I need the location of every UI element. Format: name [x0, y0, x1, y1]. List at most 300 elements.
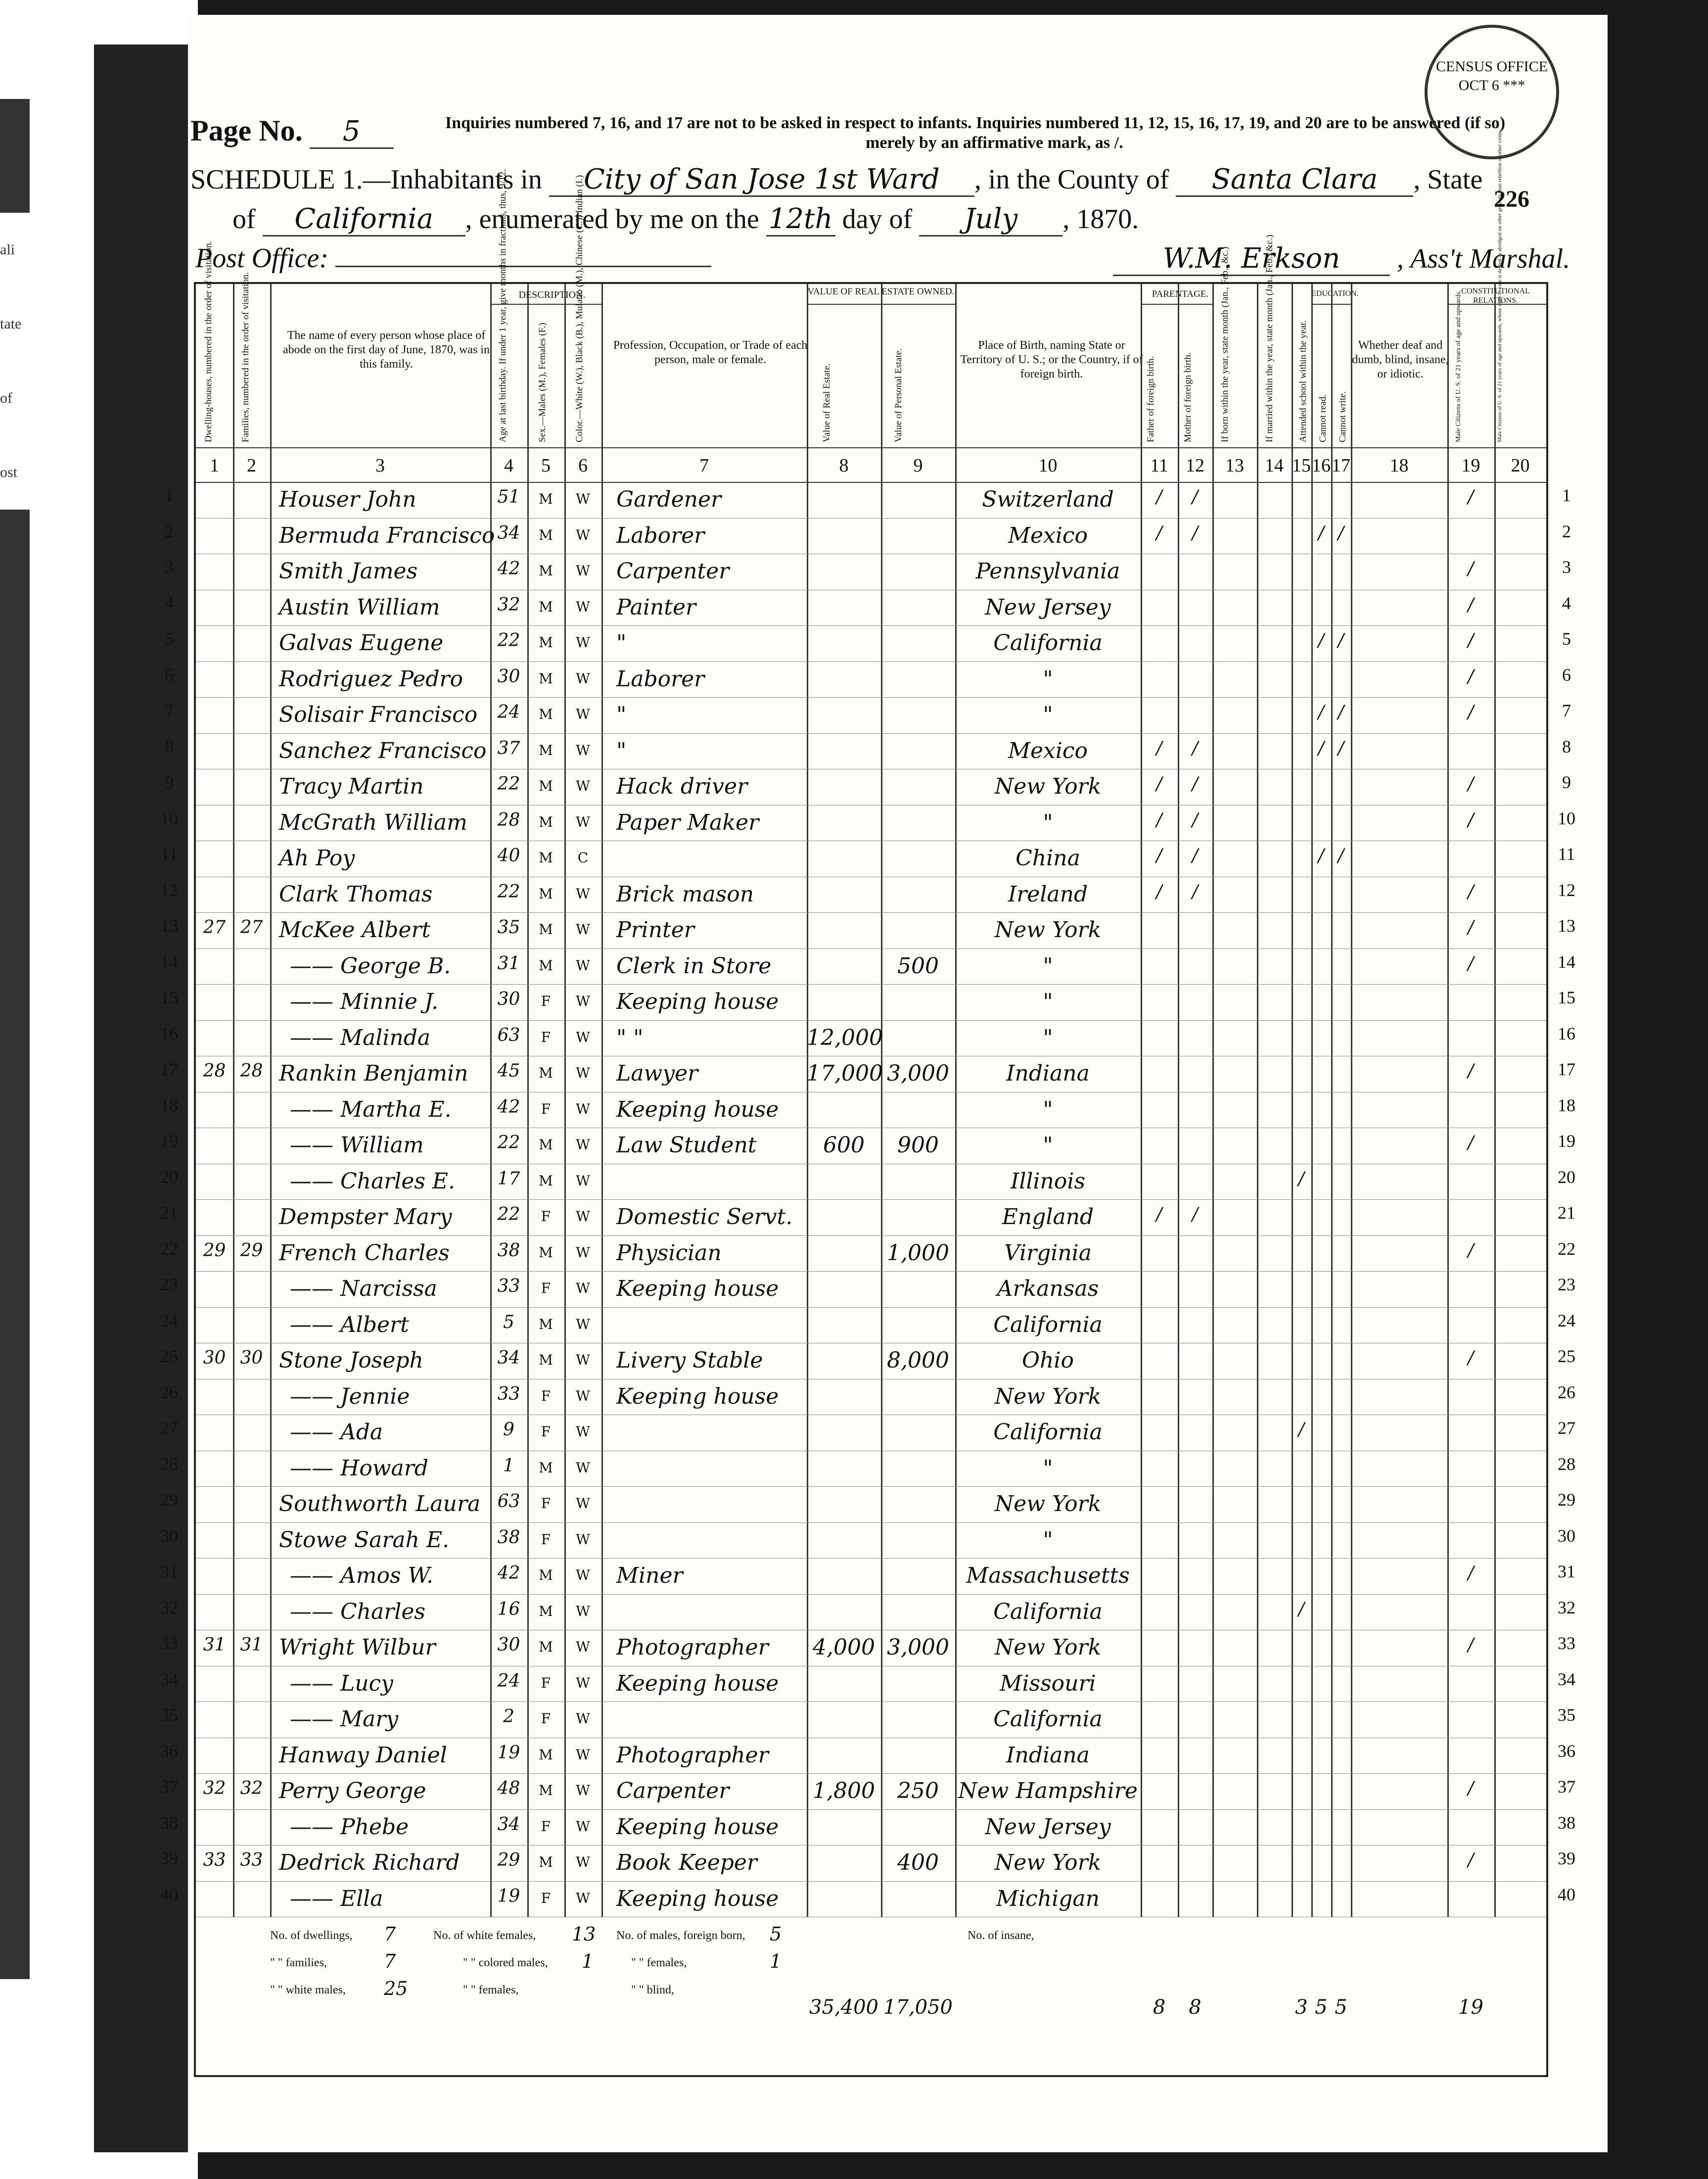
age-value: 45: [497, 1061, 520, 1081]
column-number: 9: [913, 455, 923, 476]
row-number-left: 15: [160, 988, 178, 1007]
row-number-right: 28: [1558, 1454, 1575, 1474]
person-name: Bermuda Francisco: [279, 522, 495, 548]
age-value: 28: [497, 809, 520, 830]
family-number: 31: [240, 1635, 263, 1655]
person-name: —— Amos W.: [290, 1563, 434, 1588]
column-rule: [1494, 284, 1496, 1917]
row-number-left: 27: [160, 1418, 178, 1438]
row-number-right: 17: [1558, 1059, 1575, 1079]
occupation-value: Law Student: [616, 1133, 757, 1158]
citizen-mark: /: [1468, 594, 1474, 615]
personal-estate-value: 8,000: [887, 1348, 949, 1373]
color-value: W: [576, 885, 590, 902]
mother-foreign-mark: /: [1192, 809, 1199, 830]
col-6-header: Color.—White (W.), Black (B.), Mulatto (M.), Chinese (C.), Indian (I.): [574, 175, 585, 442]
color-value: W: [576, 813, 590, 830]
citizen-mark: /: [1468, 917, 1474, 938]
row-number-left: 8: [165, 736, 174, 757]
sex-value: M: [539, 670, 553, 687]
mother-foreign-mark: /: [1192, 738, 1199, 758]
row-rule: [196, 1594, 1546, 1595]
dwelling-number: 32: [203, 1778, 226, 1799]
row-rule: [196, 1558, 1546, 1559]
col-3-header: The name of every person whose place of abode on the first day of June, 1870, was in this family.: [283, 329, 490, 371]
row-number-right: 25: [1558, 1346, 1575, 1366]
color-value: W: [576, 1100, 590, 1117]
dwelling-number: 30: [203, 1348, 226, 1368]
row-rule: [196, 733, 1546, 734]
color-value: W: [576, 1890, 590, 1906]
row-number-right: 21: [1558, 1203, 1575, 1223]
color-value: W: [576, 706, 590, 722]
family-number: 30: [240, 1348, 263, 1368]
row-number-left: 21: [160, 1203, 178, 1223]
row-number-right: 24: [1558, 1310, 1575, 1330]
occupation-value: Book Keeper: [616, 1850, 757, 1875]
row-rule: [196, 948, 1546, 949]
row-number-left: 18: [160, 1095, 178, 1115]
age-value: 19: [497, 1742, 520, 1763]
row-number-left: 31: [160, 1562, 178, 1581]
total-cannot-read: 5: [1315, 1996, 1328, 2019]
age-value: 38: [497, 1527, 520, 1548]
age-value: 32: [497, 594, 520, 615]
row-number-left: 40: [160, 1884, 178, 1904]
person-name: Stone Joseph: [279, 1348, 423, 1373]
col-18-header: Whether deaf and dumb, blind, insane, or idiotic.: [1352, 339, 1449, 380]
row-number-left: 24: [160, 1310, 178, 1330]
birthplace-value: ": [1043, 1096, 1053, 1122]
row-number-right: 37: [1558, 1777, 1575, 1797]
row-rule: [196, 984, 1546, 985]
description-header: DESCRIPTION.: [518, 289, 586, 300]
birthplace-value: ": [1043, 989, 1053, 1014]
citizen-mark: /: [1468, 559, 1474, 579]
row-number-right: 5: [1562, 629, 1571, 649]
color-value: W: [576, 598, 590, 615]
father-foreign-mark: /: [1156, 774, 1162, 794]
group-header-rule: [1141, 304, 1212, 305]
row-number-right: 34: [1558, 1669, 1575, 1689]
row-number-left: 6: [165, 664, 174, 685]
family-number: 33: [240, 1850, 263, 1870]
school-mark: /: [1298, 1599, 1305, 1619]
birthplace-value: Pennsylvania: [975, 559, 1120, 584]
birthplace-value: New Jersey: [985, 1814, 1111, 1840]
families-count: 7: [384, 1950, 396, 1972]
personal-estate-value: 250: [897, 1778, 939, 1803]
age-value: 42: [497, 559, 520, 579]
birthplace-value: ": [1043, 1455, 1053, 1481]
occupation-value: Keeping house: [616, 1886, 779, 1911]
age-value: 63: [497, 1025, 520, 1045]
birthplace-value: ": [1043, 809, 1053, 835]
total-mother-foreign: 8: [1189, 1996, 1201, 2019]
father-foreign-mark: /: [1156, 1204, 1162, 1225]
row-number-left: 33: [160, 1633, 178, 1653]
occupation-value: Keeping house: [616, 1814, 779, 1840]
colored-males-label: " " colored males,: [463, 1956, 548, 1969]
age-value: 30: [497, 666, 520, 687]
adjacent-page-edge: [0, 99, 30, 1979]
marshal-label: , Ass't Marshal.: [1397, 243, 1570, 274]
sex-value: F: [541, 1029, 551, 1045]
citizen-mark: /: [1468, 1850, 1474, 1870]
mother-foreign-mark: /: [1192, 774, 1199, 794]
row-number-left: 28: [160, 1454, 178, 1474]
of-label: of: [232, 204, 256, 235]
header-rule: [196, 482, 1546, 483]
real-estate-value: 17,000: [807, 1061, 883, 1086]
row-number-right: 7: [1562, 701, 1571, 720]
white-females-count: 13: [572, 1923, 596, 1945]
sex-value: M: [539, 563, 553, 579]
families-label: " " families,: [270, 1956, 327, 1969]
person-name: —— Ella: [290, 1886, 383, 1911]
row-number-right: 35: [1558, 1705, 1575, 1725]
column-rule: [270, 284, 272, 1917]
row-number-left: 9: [165, 772, 174, 792]
col-11-header: Father of foreign birth.: [1146, 356, 1156, 442]
column-number: 11: [1150, 455, 1168, 476]
citizen-mark: /: [1468, 1635, 1474, 1655]
row-number-right: 4: [1562, 593, 1571, 613]
color-value: W: [576, 1137, 590, 1153]
sex-value: F: [541, 1100, 551, 1117]
birthplace-value: California: [993, 1706, 1103, 1732]
person-name: Solisair Francisco: [279, 702, 478, 727]
age-value: 22: [497, 774, 520, 794]
citizen-mark: /: [1468, 1778, 1474, 1799]
person-name: Sanchez Francisco: [279, 738, 487, 763]
sex-value: M: [539, 778, 553, 794]
color-value: W: [576, 634, 590, 651]
column-number: 1: [210, 455, 219, 476]
col-12-header: Mother of foreign birth.: [1183, 352, 1193, 442]
person-name: Austin William: [279, 594, 440, 620]
age-value: 35: [497, 917, 520, 938]
citizen-mark: /: [1468, 1133, 1474, 1153]
white-males-label: " " white males,: [270, 1984, 346, 1996]
person-name: Dempster Mary: [279, 1204, 452, 1230]
row-rule: [196, 1271, 1546, 1272]
page-label: Page No.: [190, 114, 303, 147]
cannot-write-mark: /: [1338, 738, 1344, 758]
row-rule: [196, 625, 1546, 626]
color-value: W: [576, 993, 590, 1009]
column-number: 7: [699, 455, 709, 476]
age-value: 34: [497, 522, 520, 543]
real-estate-value: 4,000: [813, 1635, 875, 1660]
cannot-write-mark: /: [1338, 630, 1344, 651]
citizen-mark: /: [1468, 1348, 1474, 1368]
spine-word: of: [0, 390, 12, 406]
color-value: W: [576, 1531, 590, 1548]
color-value: W: [576, 1423, 590, 1440]
occupation-value: Keeping house: [616, 1276, 779, 1301]
row-rule: [196, 697, 1546, 698]
sex-value: F: [541, 1423, 551, 1440]
sex-value: M: [539, 491, 553, 507]
person-name: —— Minnie J.: [290, 989, 439, 1014]
total-cannot-write: 5: [1335, 1996, 1347, 2019]
col-5-header: Sex.—Males (M.), Females (F.): [537, 323, 548, 442]
females-foreign-label: " " females,: [631, 1956, 687, 1969]
col-16-header: Cannot read.: [1318, 394, 1328, 442]
citizen-mark: /: [1468, 630, 1474, 651]
birthplace-value: ": [1043, 702, 1053, 727]
birthplace-value: Mexico: [1008, 522, 1088, 548]
birthplace-value: Virginia: [1004, 1240, 1092, 1266]
age-value: 51: [497, 487, 520, 507]
column-number: 12: [1186, 455, 1204, 476]
row-number-left: 25: [160, 1346, 178, 1366]
row-number-left: 26: [160, 1382, 178, 1402]
col-14-header: If married within the year, state month (Jan., Feb., &c.): [1264, 235, 1275, 442]
row-rule: [196, 1773, 1546, 1774]
state-label: , State: [1413, 164, 1483, 195]
mother-foreign-mark: /: [1192, 881, 1199, 902]
occupation-value: Printer: [616, 917, 694, 943]
sex-value: M: [539, 598, 553, 615]
row-number-left: 7: [165, 701, 174, 720]
inquiries-note-1: Inquiries numbered 7, 16, and 17 are not to be asked in respect to infants. Inquiries numbered 11, 12, 15, 16, 17, 19, and 20 are to be answered (if so): [445, 114, 1506, 132]
day-of-label: day of: [842, 204, 913, 235]
sex-value: M: [539, 1172, 553, 1189]
school-mark: /: [1298, 1168, 1305, 1189]
occupation-value: Lawyer: [616, 1061, 698, 1086]
row-number-left: 36: [160, 1741, 178, 1761]
birthplace-value: ": [1043, 1133, 1053, 1158]
personal-estate-value: 3,000: [887, 1061, 949, 1086]
sex-value: M: [539, 921, 553, 938]
age-value: 33: [497, 1276, 520, 1296]
occupation-value: Keeping house: [616, 989, 779, 1014]
personal-estate-value: 1,000: [887, 1240, 949, 1266]
row-number-right: 27: [1558, 1418, 1575, 1438]
personal-estate-value: 3,000: [887, 1635, 949, 1660]
cannot-read-mark: /: [1318, 702, 1325, 722]
col-15-header: Attended school within the year.: [1298, 320, 1308, 442]
birthplace-value: Massachusetts: [966, 1563, 1130, 1588]
column-number: 16: [1312, 455, 1331, 476]
place-field: City of San Jose 1st Ward: [549, 163, 974, 197]
row-number-right: 1: [1562, 485, 1571, 505]
sex-value: M: [539, 706, 553, 722]
sex-value: M: [539, 813, 553, 830]
col-13-header: If born within the year, state month (Jan., Feb., &c.): [1220, 246, 1230, 442]
citizen-mark: /: [1468, 666, 1474, 687]
col-7-header: Profession, Occupation, or Trade of each person, male or female.: [613, 339, 808, 366]
real-estate-value: 1,800: [813, 1778, 875, 1803]
person-name: Southworth Laura: [279, 1491, 481, 1516]
spine-word: ost: [0, 464, 18, 480]
males-foreign-count: 5: [770, 1923, 782, 1945]
birthplace-value: California: [993, 1599, 1103, 1624]
row-number-right: 12: [1558, 880, 1575, 900]
col-1-header: Dwelling-houses, numbered in the order of visitation.: [203, 240, 214, 442]
cannot-read-mark: /: [1318, 522, 1325, 543]
age-value: 42: [497, 1563, 520, 1583]
person-name: Hanway Daniel: [279, 1742, 447, 1768]
mother-foreign-mark: /: [1192, 1204, 1199, 1225]
mother-foreign-mark: /: [1192, 522, 1199, 543]
col-19-header: Male Citizens of U. S. of 21 years of age and upwards.: [1455, 290, 1462, 442]
column-number: 10: [1038, 455, 1058, 476]
person-name: Perry George: [279, 1778, 426, 1803]
age-value: 22: [497, 1133, 520, 1153]
color-value: W: [576, 1818, 590, 1835]
sex-value: M: [539, 850, 553, 866]
dwellings-count: 7: [384, 1923, 396, 1945]
column-number: 8: [839, 455, 849, 476]
row-number-right: 38: [1558, 1812, 1575, 1833]
row-rule: [196, 1020, 1546, 1021]
enumeration-line: [232, 203, 1139, 237]
row-number-right: 6: [1562, 664, 1571, 685]
cannot-write-mark: /: [1338, 702, 1344, 722]
row-number-right: 18: [1558, 1095, 1575, 1115]
row-number-left: 1: [165, 485, 174, 505]
sex-value: M: [539, 526, 553, 543]
row-number-right: 40: [1558, 1884, 1575, 1904]
white-females-label: No. of white females,: [433, 1929, 536, 1942]
enumerated-label: , enumerated by me on the: [465, 204, 759, 235]
dwellings-label: No. of dwellings,: [270, 1929, 353, 1942]
row-number-left: 17: [160, 1059, 178, 1079]
real-estate-header: VALUE OF REAL ESTATE OWNED.: [807, 286, 955, 297]
cannot-read-mark: /: [1318, 738, 1325, 758]
row-number-left: 23: [160, 1275, 178, 1294]
color-value: W: [576, 1746, 590, 1763]
row-number-left: 4: [165, 593, 174, 613]
person-name: —— Malinda: [290, 1025, 431, 1050]
birthplace-value: Indiana: [1006, 1742, 1090, 1768]
white-males-count: 25: [384, 1978, 408, 1999]
age-value: 34: [497, 1814, 520, 1835]
occupation-value: ": [616, 630, 627, 656]
row-number-right: 26: [1558, 1382, 1575, 1402]
birthplace-value: California: [993, 1312, 1103, 1337]
sex-value: M: [539, 1746, 553, 1763]
person-name: Wright Wilbur: [279, 1635, 436, 1660]
sex-value: F: [541, 993, 551, 1009]
age-value: 24: [497, 702, 520, 722]
total-real-estate: 35,400: [809, 1996, 878, 2019]
row-number-right: 11: [1558, 844, 1575, 864]
occupation-value: " ": [616, 1025, 644, 1050]
birthplace-value: Ireland: [1008, 881, 1088, 907]
person-name: —— Phebe: [290, 1814, 409, 1840]
cannot-write-mark: /: [1338, 522, 1344, 543]
col-2-header: Families, numbered in the order of visitation.: [240, 272, 251, 442]
row-number-left: 39: [160, 1848, 178, 1868]
citizen-mark: /: [1468, 953, 1474, 974]
column-number: 3: [375, 455, 385, 476]
row-number-right: 29: [1558, 1490, 1575, 1510]
cannot-read-mark: /: [1318, 630, 1325, 651]
color-value: W: [576, 1352, 590, 1368]
column-rule: [881, 284, 882, 1917]
sex-value: M: [539, 1316, 553, 1332]
inquiries-note-2: merely by an affirmative mark, as /.: [866, 134, 1123, 152]
row-number-right: 36: [1558, 1741, 1575, 1761]
cannot-read-mark: /: [1318, 846, 1325, 866]
birthplace-value: Switzerland: [982, 487, 1114, 512]
color-value: W: [576, 1065, 590, 1081]
real-estate-value: 12,000: [807, 1025, 883, 1050]
citizen-mark: /: [1468, 1240, 1474, 1261]
person-name: Tracy Martin: [279, 774, 424, 799]
citizen-mark: /: [1468, 702, 1474, 722]
occupation-value: Photographer: [616, 1635, 769, 1660]
father-foreign-mark: /: [1156, 881, 1162, 902]
occupation-value: Photographer: [616, 1742, 769, 1768]
spine-word: tate: [0, 316, 22, 332]
citizen-mark: /: [1468, 774, 1474, 794]
sex-value: F: [541, 1890, 551, 1906]
person-name: —— Lucy: [290, 1670, 394, 1696]
age-value: 5: [503, 1312, 514, 1332]
person-name: —— Jennie: [290, 1383, 410, 1409]
row-number-right: 19: [1558, 1131, 1575, 1151]
person-name: —— Charles E.: [290, 1168, 456, 1194]
citizen-mark: /: [1468, 487, 1474, 507]
state-field: California: [263, 203, 465, 237]
column-rule: [601, 284, 603, 1917]
family-number: 27: [240, 917, 263, 938]
occupation-value: Keeping house: [616, 1383, 779, 1409]
color-value: W: [576, 1316, 590, 1332]
birthplace-value: Indiana: [1006, 1061, 1090, 1086]
occupation-value: Keeping house: [616, 1670, 779, 1696]
sex-value: M: [539, 1244, 553, 1261]
age-value: 22: [497, 881, 520, 902]
birthplace-value: Ohio: [1022, 1348, 1074, 1373]
parentage-header: PARENTAGE.: [1152, 289, 1209, 299]
person-name: McGrath William: [279, 809, 467, 835]
col-4-header: Age at last birthday. If under 1 year, give months in fractions, thus, 3/12.: [498, 169, 508, 442]
color-value: W: [576, 1567, 590, 1583]
row-rule: [196, 518, 1546, 519]
age-value: 22: [497, 1204, 520, 1225]
personal-estate-value: 400: [897, 1850, 939, 1875]
age-value: 48: [497, 1778, 520, 1799]
birthplace-value: New York: [994, 1383, 1102, 1409]
row-number-right: 8: [1562, 736, 1571, 757]
row-number-left: 2: [165, 521, 174, 541]
row-number-right: 3: [1562, 557, 1571, 577]
column-number: 15: [1292, 455, 1311, 476]
occupation-value: Paper Maker: [616, 809, 759, 835]
sex-value: M: [539, 1854, 553, 1870]
row-rule: [196, 1199, 1546, 1200]
row-number-right: 31: [1558, 1562, 1575, 1581]
real-estate-value: 600: [823, 1133, 865, 1158]
birthplace-value: New York: [994, 1635, 1102, 1660]
occupation-value: Keeping house: [616, 1096, 779, 1122]
column-number: 6: [578, 455, 588, 476]
cannot-write-mark: /: [1338, 846, 1344, 866]
sex-value: M: [539, 1567, 553, 1583]
person-name: French Charles: [279, 1240, 450, 1266]
color-value: W: [576, 670, 590, 687]
person-name: Smith James: [279, 559, 418, 584]
column-rule: [1212, 284, 1214, 1917]
age-value: 24: [497, 1670, 520, 1691]
row-number-right: 30: [1558, 1525, 1575, 1546]
